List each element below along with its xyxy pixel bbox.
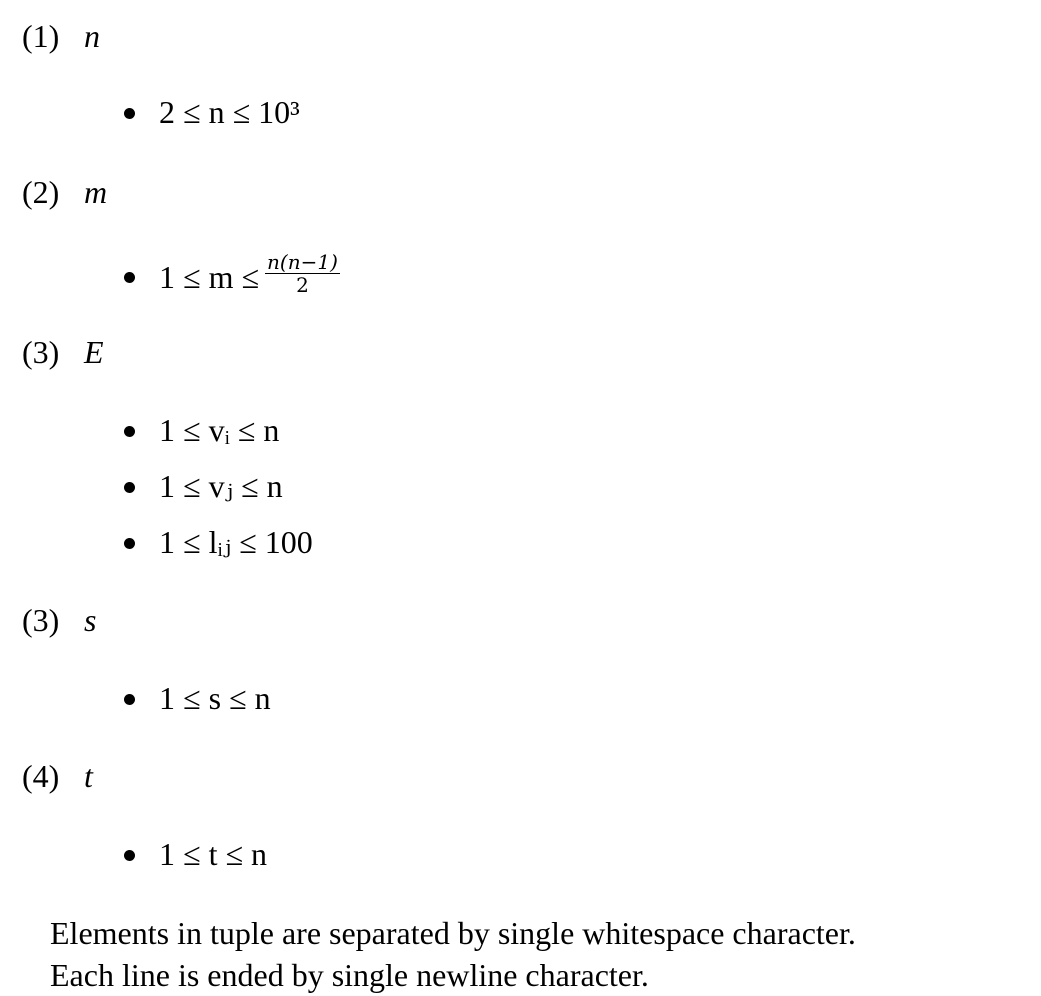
constraint-text: 1 ≤ vᵢ ≤ n [159,412,280,448]
constraint-text: 2 ≤ n ≤ 10³ [159,94,300,130]
bullet-icon [124,426,135,437]
constraint-text: 1 ≤ lᵢⱼ ≤ 100 [159,524,313,560]
item-variable: s [84,602,97,638]
footer-notes [50,912,856,996]
constraint-vi [124,410,279,450]
bullet-icon [124,538,135,549]
item-variable: n [84,18,100,54]
bullet-icon [124,850,135,861]
constraint-text: 1 ≤ t ≤ n [159,836,268,872]
constraint-s [124,678,271,718]
constraint-lij [124,522,313,562]
constraint-t [124,834,267,874]
item-variable: E [84,334,104,370]
constraint-text: 1 ≤ vⱼ ≤ n [159,468,283,504]
item-e-heading [22,332,104,372]
bullet-icon [124,694,135,705]
item-m-heading [22,172,107,212]
item-n-heading [22,16,100,56]
bullet-icon [124,272,135,283]
item-t-heading [22,756,93,796]
bullet-icon [124,108,135,119]
fraction-denominator: 2 [296,273,309,297]
item-variable: t [84,758,93,794]
item-number: (3) [22,602,60,638]
fraction [265,251,340,296]
item-number: (4) [22,758,60,794]
item-variable: m [84,174,108,210]
item-number: (2) [22,174,60,210]
constraint-vj [124,466,283,506]
fraction-numerator: n(n−1) [267,250,338,274]
item-number: (3) [22,334,60,370]
bullet-icon [124,482,135,493]
item-s-heading [22,600,96,640]
constraint-text: 1 ≤ m ≤ [159,258,260,295]
footer-line: Elements in tuple are separated by single whitespace character. [50,915,856,951]
constraint-m [124,250,340,299]
constraint-n [124,92,300,132]
footer-line: Each line is ended by single newline character. [50,957,649,993]
item-number: (1) [22,18,60,54]
constraint-text: 1 ≤ s ≤ n [159,680,271,716]
